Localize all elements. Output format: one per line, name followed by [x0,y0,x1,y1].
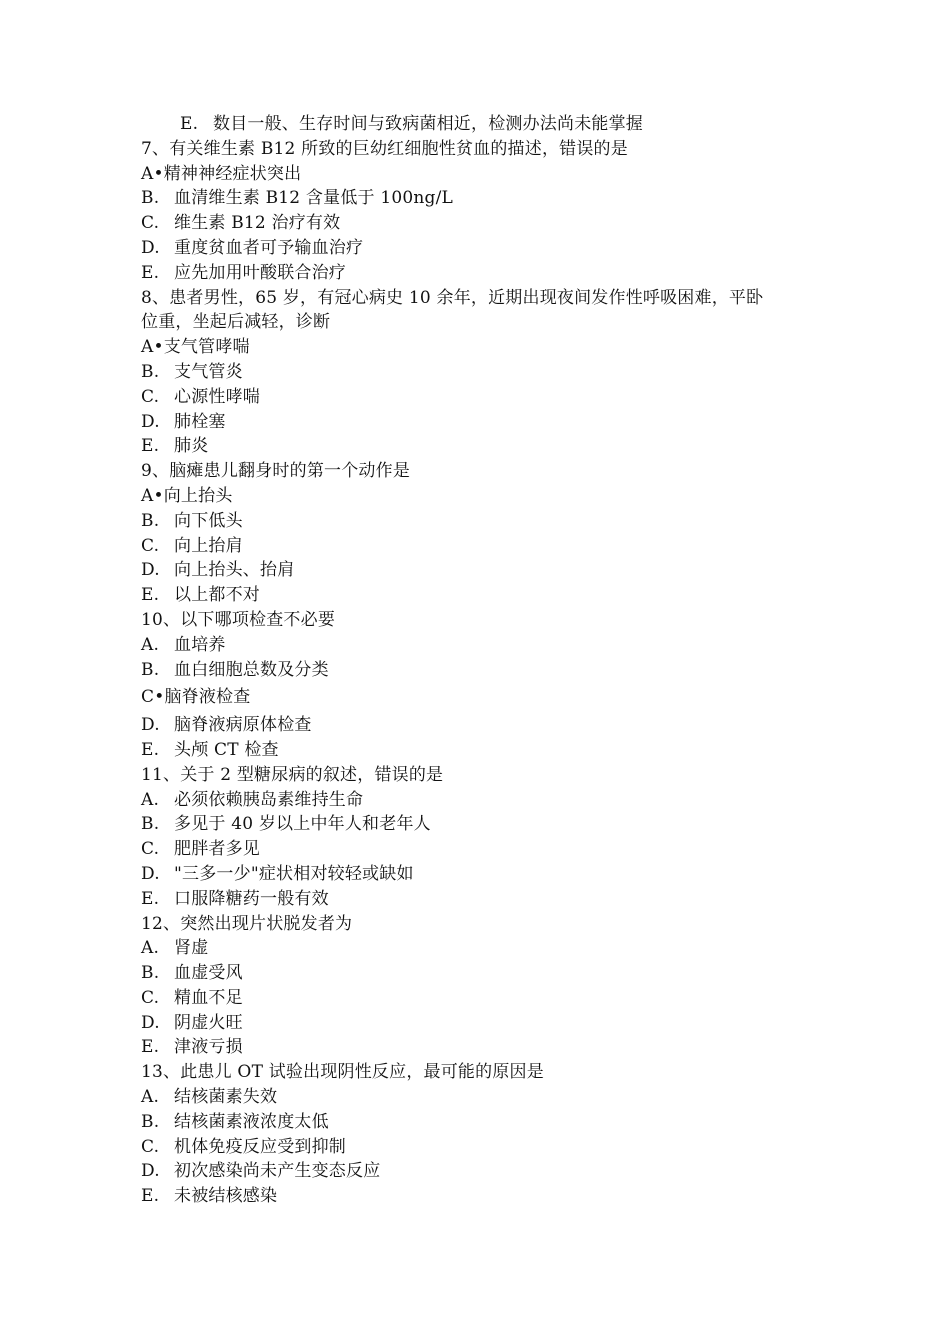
option-text: 初次感染尚未产生变态反应 [174,1161,381,1182]
option-text: 肾虚 [174,938,209,959]
answer-option [141,961,821,986]
option-letter: D. [141,237,160,258]
option-letter: A. [141,938,160,959]
option-text: 脑脊液病原体检查 [174,715,312,736]
option-text: 向上抬肩 [174,535,243,556]
option-text: 精神神经症状突出 [163,163,302,184]
option-text: 支气管哮喘 [163,337,250,358]
answer-option [141,713,821,738]
option-text: 重度贫血者可予输血治疗 [174,237,364,258]
answer-option [141,658,821,683]
option-text: 血白细胞总数及分类 [174,659,329,680]
answer-option [141,1159,821,1184]
option-letter: C. [141,213,160,234]
answer-option [141,738,821,763]
question-text: 位重，坐起后减轻，诊断 [141,312,331,333]
answer-option [141,887,821,912]
option-text: 未被结核感染 [174,1186,278,1207]
option-letter: B. [141,361,160,382]
answer-option [141,1184,821,1209]
option-letter: C. [141,839,160,860]
answer-option [141,1085,821,1110]
option-letter: C. [141,535,160,556]
option-text: 向下低头 [174,510,243,531]
option-text: 向上抬头、抬肩 [174,560,295,581]
option-text: 血清维生素 B12 含量低于 100ng/L [174,188,454,209]
answer-option [141,936,821,961]
option-letter: A. [141,634,160,655]
option-letter: D. [141,560,160,581]
answer-option [141,862,821,887]
answer-option [141,434,821,459]
option-text: 必须依赖胰岛素维持生命 [174,789,364,810]
option-letter: D. [141,863,160,884]
answer-option [141,261,821,286]
answer-option [141,385,821,410]
answer-option [141,112,821,137]
answer-option [141,1011,821,1036]
option-letter: B. [141,510,160,531]
option-letter: D. [141,1012,160,1033]
option-letter: E. [141,1037,160,1058]
option-text: 阴虚火旺 [174,1012,243,1033]
option-text: 以上都不对 [174,585,260,606]
answer-option [141,986,821,1011]
answer-option [141,162,821,187]
option-text: 肥胖者多见 [174,839,260,860]
option-letter: E. [141,888,160,909]
option-letter: E. [141,436,160,457]
option-letter: B. [141,188,160,209]
option-letter: A. [141,1087,160,1108]
question-text: 11、关于 2 型糖尿病的叙述，错误的是 [141,764,444,785]
answer-option [141,360,821,385]
option-letter: B. [141,963,160,984]
option-letter: D. [141,715,160,736]
option-text: 肺栓塞 [174,411,226,432]
answer-option [141,812,821,837]
option-text: 津液亏损 [174,1037,243,1058]
question-text: 12、突然出现片状脱发者为 [141,913,353,934]
option-text: 肺炎 [174,436,209,457]
option-text: 口服降糖药一般有效 [174,888,329,909]
answer-option [141,211,821,236]
option-text: 支气管炎 [174,361,243,382]
option-text: 应先加用叶酸联合治疗 [174,262,346,283]
answer-option [141,837,821,862]
option-letter: B. [141,814,160,835]
option-letter: A. [141,789,160,810]
document-body [141,112,821,1209]
option-text: 脑脊液检查 [164,687,251,708]
answer-option [141,1035,821,1060]
question-text: 9、脑瘫患儿翻身时的第一个动作是 [141,461,411,482]
option-letter: B. [141,1111,160,1132]
option-letter: C. [141,987,160,1008]
answer-option [141,509,821,534]
option-letter: C. [141,386,160,407]
option-letter: E. [141,1186,160,1207]
option-letter: A• [141,337,164,358]
option-letter: E. [141,262,160,283]
option-letter: E. [180,114,199,134]
option-text: 头颅 CT 检查 [174,739,279,760]
question-text: 10、以下哪项检查不必要 [141,609,336,630]
option-letter: B. [141,659,160,680]
option-text: 机体免疫反应受到抑制 [174,1136,346,1157]
option-letter: A• [141,485,164,506]
question-text: 8、患者男性，65 岁，有冠心病史 10 余年，近期出现夜间发作性呼吸困难，平卧 [141,287,764,308]
option-text: 血虚受风 [174,963,243,984]
answer-option [141,1110,821,1135]
question-text: 7、有关维生素 B12 所致的巨幼红细胞性贫血的描述，错误的是 [141,138,628,159]
option-text: 向上抬头 [163,485,233,506]
answer-option [141,410,821,435]
option-text: 结核菌素液浓度太低 [174,1111,329,1132]
answer-option [141,633,821,658]
option-text: 数目一般、生存时间与致病菌相近，检测办法尚未能掌握 [213,114,643,134]
option-letter: E. [141,739,160,760]
option-text: 多见于 40 岁以上中年人和老年人 [174,814,431,835]
option-letter: C• [141,687,165,708]
option-text: "三多一少"症状相对较轻或缺如 [174,863,414,884]
option-letter: D. [141,1161,160,1182]
option-letter: E. [141,585,160,606]
answer-option [141,788,821,813]
option-letter: A• [141,163,164,184]
answer-option [141,335,821,360]
option-text: 维生素 B12 治疗有效 [174,213,341,234]
answer-option [141,1135,821,1160]
option-letter: C. [141,1136,160,1157]
option-text: 结核菌素失效 [174,1087,278,1108]
option-text: 血培养 [174,634,226,655]
option-letter: D. [141,411,160,432]
answer-option [141,484,821,509]
option-text: 精血不足 [174,987,243,1008]
answer-option [141,186,821,211]
answer-option [141,583,821,608]
answer-option [141,558,821,583]
question-text: 13、此患儿 OT 试验出现阴性反应，最可能的原因是 [141,1062,544,1083]
answer-option [141,685,821,710]
option-text: 心源性哮喘 [174,386,260,407]
answer-option [141,236,821,261]
answer-option [141,534,821,559]
